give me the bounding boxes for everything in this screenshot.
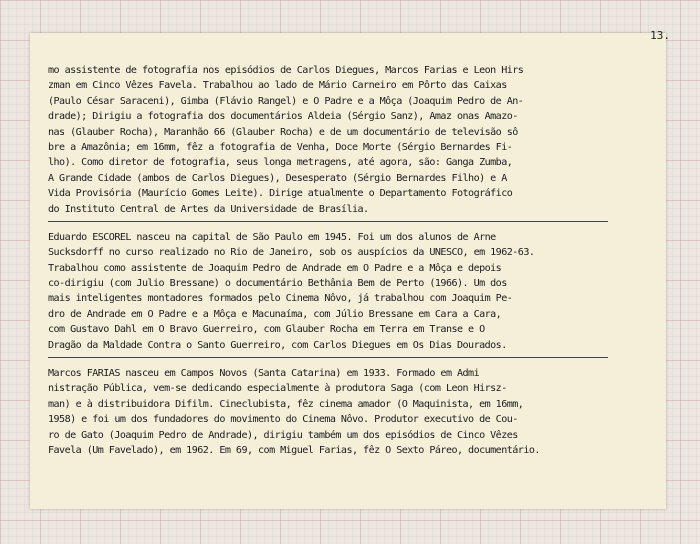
text-line: dro de Andrade em O Padre e a Môça e Macunaíma, com Júlio Bressane em Cara a Cara, [48,308,502,320]
text-line: com Gustavo Dahl em O Bravo Guerreiro, com Glauber Rocha em Terra em Transe e O [48,324,485,336]
paragraph-farias [48,366,644,458]
text-line: Eduardo ESCOREL nasceu na capital de São Paulo em 1945. Foi um dos alunos de Arne [48,231,496,243]
text-line: do Instituto Central de Artes da Universidade de Brasília. [48,203,369,215]
text-line: nas (Glauber Rocha), Maranhão 66 (Glauber Rocha) e de um documentário de televisão sô [48,126,518,138]
text-line: co-dirigiu (com Julio Bressane) o documentário Bethânia Bem de Perto (1966). Um dos [48,278,507,290]
page-number: 13. [650,29,670,42]
text-line: nistração Pública, vem-se dedicando especialmente à produtora Saga (com Leon Hirsz- [48,383,507,395]
paragraph-escorel [48,230,644,353]
text-line: (Paulo César Saraceni), Gimba (Flávio Rangel) e O Padre e a Môça (Joaquim Pedro de An- [48,95,524,107]
document-body [48,63,644,458]
text-line: mo assistente de fotografia nos episódios de Carlos Diegues, Marcos Farias e Leon Hirs [48,65,524,76]
text-line: Sucksdorff no curso realizado no Rio de Janeiro, sob os auspícios da UNESCO, em 1962-63. [48,247,535,259]
paragraph-fotografo [48,63,644,217]
text-line: Trabalhou como assistente de Joaquim Pedro de Andrade em O Padre e a Môça e depois [48,262,502,274]
text-line: A Grande Cidade (ambos de Carlos Diegues), Desesperato (Sérgio Bernardes Filho) e A [48,172,507,184]
divider-rule [48,221,608,222]
text-line: zman em Cinco Vêzes Favela. Trabalhou ao lado de Mário Carneiro em Pôrto das Caixas [48,80,507,92]
text-line: ro de Gato (Joaquim Pedro de Andrade), dirigiu também um dos episódios de Cinco Vêzes [48,429,518,441]
text-line: 1958) e foi um dos fundadores do movimento do Cinema Nôvo. Produtor executivo de Cou- [48,414,518,426]
text-line: Dragão da Maldade Contra o Santo Guerreiro, com Carlos Diegues em Os Dias Dourados. [48,339,507,351]
text-line: Vida Provisória (Maurício Gomes Leite). Dirige atualmente o Departamento Fotográfico [48,188,513,200]
text-line: drade); Dirigiu a fotografia dos documentários Aldeia (Sérgio Sanz), Amaz onas Amazo- [48,111,518,123]
text-line: man) e à distribuidora Difilm. Cineclubista, fêz cinema amador (O Maquinista, em 16mm, [48,398,524,410]
divider-rule [48,357,608,358]
text-line: lho). Como diretor de fotografia, seus longa metragens, até agora, são: Ganga Zumba, [48,157,513,169]
text-line: Favela (Um Favelado), em 1962. Em 69, com Miguel Farias, fêz O Sexto Páreo, documentário. [48,444,540,456]
text-line: bre a Amazônia; em 16mm, fêz a fotografia de Venha, Doce Morte (Sérgio Bernardes Fi- [48,141,513,153]
text-line: Marcos FARIAS nasceu em Campos Novos (Santa Catarina) em 1933. Formado em Admi [48,368,480,380]
text-line: mais inteligentes montadores formados pelo Cinema Nôvo, já trabalhou com Joaquim Pe- [48,293,513,305]
